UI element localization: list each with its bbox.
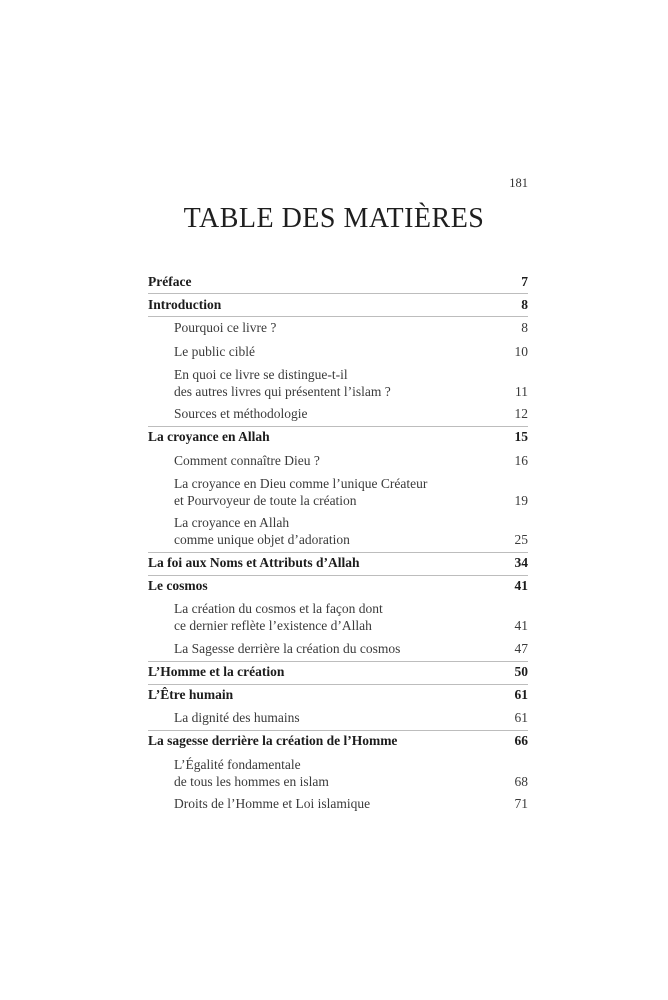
- toc-label: Droits de l’Homme et Loi islamique: [174, 796, 371, 811]
- toc-label: La création du cosmos et la façon dont ce dernier reflète l’existence d’Allah: [174, 601, 383, 633]
- page-number: 181: [509, 176, 528, 190]
- toc-label: Pourquoi ce livre ?: [174, 320, 277, 335]
- toc-chapter[interactable]: [148, 296, 528, 313]
- divider: [148, 552, 528, 553]
- toc-page-number: 41: [514, 618, 528, 633]
- toc-page-number: 71: [514, 796, 528, 811]
- toc-chapter[interactable]: [148, 273, 528, 290]
- toc-page-number: 34: [514, 555, 528, 570]
- toc-section[interactable]: [174, 795, 528, 812]
- toc-page-number: 47: [514, 641, 528, 656]
- toc-chapter[interactable]: [148, 732, 528, 749]
- toc-page-number: 16: [514, 453, 528, 468]
- toc-label: La Sagesse derrière la création du cosmos: [174, 641, 401, 656]
- toc-chapter[interactable]: [148, 686, 528, 703]
- toc-label: Introduction: [148, 297, 222, 312]
- toc-label: La dignité des humains: [174, 710, 300, 725]
- toc-label: Le public ciblé: [174, 344, 255, 359]
- toc-section[interactable]: [174, 475, 528, 509]
- toc-section[interactable]: [174, 756, 528, 790]
- page-title: TABLE DES MATIÈRES: [183, 203, 485, 234]
- toc-page-number: 68: [514, 774, 528, 789]
- divider: [148, 661, 528, 662]
- toc-label: La croyance en Allah: [148, 429, 270, 444]
- toc-label: Sources et méthodologie: [174, 406, 308, 421]
- divider: [148, 426, 528, 427]
- toc-label: La sagesse derrière la création de l’Homme: [148, 733, 398, 748]
- toc-page-number: 8: [521, 297, 528, 312]
- toc-page-number: 10: [514, 344, 528, 359]
- toc-page-number: 50: [514, 664, 528, 679]
- toc-page-number: 15: [514, 429, 528, 444]
- divider: [148, 316, 528, 317]
- toc-section[interactable]: [174, 514, 528, 548]
- toc-page-number: 25: [514, 532, 528, 547]
- toc-page-number: 61: [514, 687, 528, 702]
- toc-section[interactable]: [174, 319, 528, 336]
- divider: [148, 293, 528, 294]
- toc-chapter[interactable]: [148, 554, 528, 571]
- toc-section[interactable]: [174, 709, 528, 726]
- toc-section[interactable]: [174, 343, 528, 360]
- toc-label: L’Homme et la création: [148, 664, 285, 679]
- toc-chapter[interactable]: [148, 663, 528, 680]
- toc-section[interactable]: [174, 640, 528, 657]
- toc-label: En quoi ce livre se distingue-t-il des autres livres qui présentent l’islam ?: [174, 367, 391, 399]
- toc-page-number: 66: [514, 733, 528, 748]
- toc-label: Le cosmos: [148, 578, 208, 593]
- toc-chapter[interactable]: [148, 428, 528, 445]
- toc-page-number: 11: [515, 384, 528, 399]
- toc-label: La foi aux Noms et Attributs d’Allah: [148, 555, 360, 570]
- toc-label: La croyance en Dieu comme l’unique Créateur et Pourvoyeur de toute la création: [174, 476, 428, 508]
- toc-page-number: 7: [521, 274, 528, 289]
- divider: [148, 684, 528, 685]
- toc-section[interactable]: [174, 405, 528, 422]
- divider: [148, 575, 528, 576]
- toc-section[interactable]: [174, 366, 528, 400]
- toc-page-number: 61: [514, 710, 528, 725]
- divider: [148, 730, 528, 731]
- toc-label: L’Être humain: [148, 687, 234, 702]
- toc-page-number: 8: [521, 320, 528, 335]
- toc-page-number: 41: [514, 578, 528, 593]
- toc-chapter[interactable]: [148, 577, 528, 594]
- toc-label: La croyance en Allah comme unique objet d’adoration: [174, 515, 350, 547]
- toc-section[interactable]: [174, 600, 528, 634]
- toc-page-number: 19: [514, 493, 528, 508]
- toc-label: Comment connaître Dieu ?: [174, 453, 320, 468]
- toc-label: L’Égalité fondamentale de tous les hommes en islam: [174, 757, 329, 789]
- toc-section[interactable]: [174, 452, 528, 469]
- toc-page-number: 12: [514, 406, 528, 421]
- toc-label: Préface: [148, 274, 192, 289]
